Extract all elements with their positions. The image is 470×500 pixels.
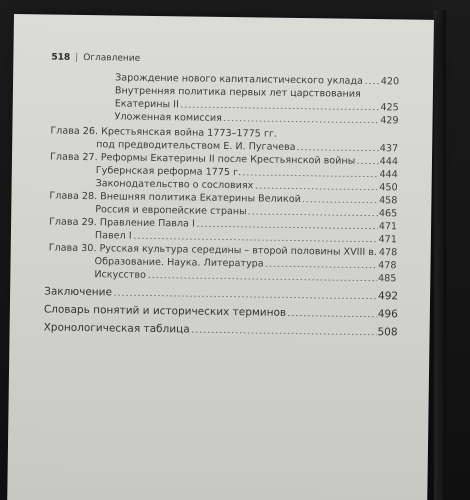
toc-entry-line: Внутренняя политика первых лет царствования	[114, 85, 361, 100]
header-separator: |	[75, 52, 79, 63]
toc-entry: Екатерины II 425	[114, 98, 399, 114]
toc-entry: под предводительством Е. И. Пугачева 437	[96, 139, 399, 155]
toc-section: Заключение 492	[44, 285, 399, 303]
toc-section: Хронологическая таблица 508	[43, 321, 398, 339]
page-number: 518	[51, 52, 71, 63]
toc-entry: Россия и европейские страны 465	[95, 204, 398, 220]
toc-entry: Губернская реформа 1775 г. 444	[95, 165, 398, 181]
toc-entry: Зарождение нового капиталистического уклада 420	[115, 72, 400, 88]
toc-chapter: Глава 28. Внешняя политика Екатерины Великой 458	[49, 190, 398, 207]
header-title: Оглавление	[83, 52, 141, 64]
toc-chapter: Глава 29. Правление Павла I 471	[49, 216, 398, 233]
toc-chapter-title: Глава 26. Крестьянская война 1773–1775 гг.	[50, 125, 278, 140]
toc-entry: Искусство 485	[94, 269, 397, 285]
running-header	[51, 53, 140, 64]
book-page	[7, 14, 434, 500]
toc-entry: Законодательство о сословиях 450	[95, 178, 398, 194]
toc-section: Словарь понятий и исторических терминов 496	[43, 303, 398, 321]
toc-chapter: Глава 30. Русская культура середины – второй половины XVIII в. 478	[48, 242, 398, 259]
toc-entry: Павел I 471	[94, 230, 397, 246]
toc-entry: Уложенная комиссия 429	[114, 111, 399, 127]
book-spine-shadow	[434, 10, 446, 500]
toc-chapter: Глава 27. Реформы Екатерины II после Крестьянской войны 444	[49, 151, 399, 168]
toc-entry: Образование. Наука. Литература 478	[94, 256, 397, 272]
